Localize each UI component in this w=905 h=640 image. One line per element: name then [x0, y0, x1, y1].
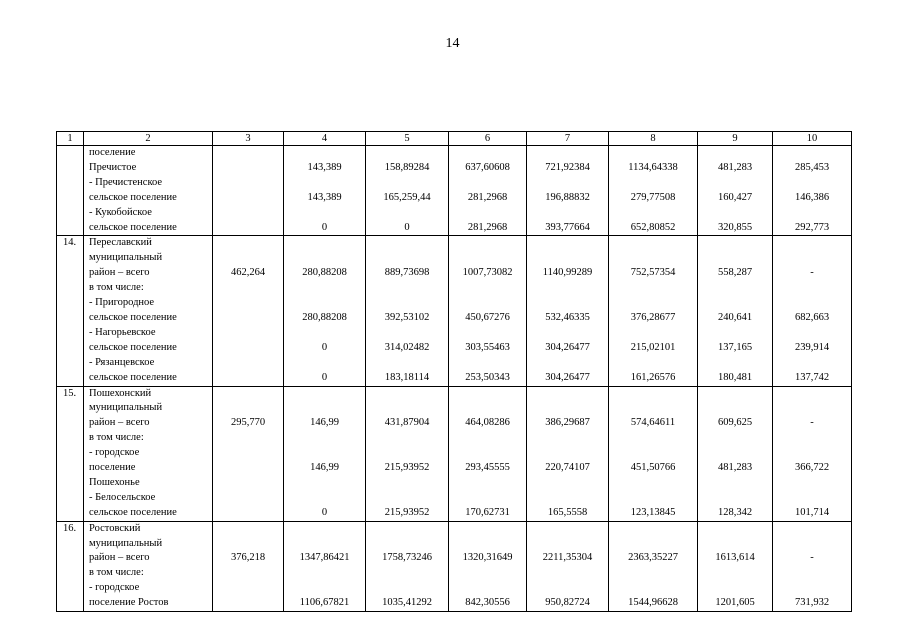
table-row: [57, 236, 852, 296]
value-cell-c3: [213, 326, 284, 356]
value-cell-c4: [284, 326, 366, 356]
value-cell-c7: [527, 146, 609, 176]
value-cell-c9: [698, 206, 773, 236]
value-text: 253,50343: [465, 371, 510, 383]
value-text: 170,62731: [465, 506, 510, 518]
value-cell-c6: [449, 146, 527, 176]
data-table: [56, 131, 852, 612]
value-text: 304,26477: [545, 341, 590, 353]
value-text: 392,53102: [384, 311, 430, 323]
value-cell-c10: [773, 446, 852, 491]
value-cell-c9: [698, 236, 773, 296]
column-header: 6: [449, 132, 527, 146]
value-text: 240,641: [717, 311, 753, 323]
value-cell-c10: [773, 296, 852, 326]
row-number: [57, 326, 84, 356]
value-cell-c4: [284, 521, 366, 581]
value-text: 481,283: [717, 161, 753, 173]
value-cell-c3: [213, 146, 284, 176]
value-cell-c8: [609, 521, 698, 581]
value-text: 215,93952: [384, 506, 430, 518]
value-cell-c6: [449, 521, 527, 581]
value-cell-c6: [449, 176, 527, 206]
territory-name: поселение Пречистое: [84, 146, 213, 176]
value-cell-c4: [284, 146, 366, 176]
value-cell-c3: [213, 446, 284, 491]
value-text: 558,287: [717, 267, 753, 279]
value-cell-c4: [284, 581, 366, 611]
value-cell-c3: [213, 176, 284, 206]
value-cell-c9: [698, 581, 773, 611]
value-cell-c3: [213, 581, 284, 611]
value-text: 1201,605: [715, 597, 755, 609]
value-text: 293,45555: [465, 462, 510, 474]
value-text: 721,92384: [545, 161, 590, 173]
value-cell-c9: [698, 326, 773, 356]
table-row: [57, 146, 852, 176]
value-cell-c7: [527, 356, 609, 386]
value-text: -: [810, 552, 814, 564]
value-text: 637,60608: [465, 161, 510, 173]
row-number: [57, 491, 84, 521]
value-cell-c10: [773, 326, 852, 356]
value-text: 137,742: [794, 371, 830, 383]
value-text: 160,427: [717, 191, 753, 203]
territory-name: - городское поселение Ростов: [84, 581, 213, 611]
value-cell-c8: [609, 581, 698, 611]
value-text: 950,82724: [545, 597, 590, 609]
value-text: 386,29687: [545, 417, 590, 429]
value-cell-c9: [698, 176, 773, 206]
value-cell-c9: [698, 146, 773, 176]
value-text: 1320,31649: [462, 552, 513, 564]
page-number: 14: [445, 36, 460, 51]
row-number: [57, 581, 84, 611]
value-text: 215,93952: [384, 462, 430, 474]
value-text: 464,08286: [465, 417, 510, 429]
value-text: 376,28677: [630, 311, 676, 323]
row-number: [57, 356, 84, 386]
value-text: 279,77508: [630, 191, 676, 203]
value-cell-c6: [449, 491, 527, 521]
value-cell-c10: [773, 386, 852, 446]
value-cell-c5: [366, 446, 449, 491]
value-cell-c10: [773, 491, 852, 521]
territory-name: - Белосельское сельское поселение: [84, 491, 213, 521]
value-text: 450,67276: [465, 311, 510, 323]
value-text: 220,74107: [545, 462, 590, 474]
value-text: 146,386: [794, 191, 830, 203]
value-cell-c6: [449, 581, 527, 611]
value-cell-c5: [366, 356, 449, 386]
territory-name: - Пригородное сельское поселение: [84, 296, 213, 326]
value-text: 731,932: [794, 597, 830, 609]
value-cell-c5: [366, 326, 449, 356]
column-header: 4: [284, 132, 366, 146]
value-cell-c9: [698, 296, 773, 326]
value-text: 431,87904: [384, 417, 430, 429]
row-number: [57, 296, 84, 326]
value-cell-c7: [527, 236, 609, 296]
value-text: 239,914: [794, 341, 830, 353]
value-cell-c8: [609, 326, 698, 356]
territory-name: - Пречистенское сельское поселение: [84, 176, 213, 206]
value-cell-c4: [284, 236, 366, 296]
value-text: 574,64611: [630, 417, 676, 429]
value-cell-c3: [213, 386, 284, 446]
value-text: -: [810, 267, 814, 279]
value-text: 128,342: [717, 506, 753, 518]
value-cell-c7: [527, 491, 609, 521]
value-text: 180,481: [717, 371, 753, 383]
value-cell-c3: [213, 296, 284, 326]
territory-name: - Нагорьевское сельское поселение: [84, 326, 213, 356]
value-cell-c7: [527, 206, 609, 236]
value-text: 295,770: [230, 417, 266, 429]
value-text: 842,30556: [465, 597, 510, 609]
value-text: 285,453: [794, 161, 830, 173]
value-cell-c10: [773, 236, 852, 296]
value-text: 183,18114: [384, 371, 430, 383]
row-number: [57, 446, 84, 491]
row-number: 16.: [57, 521, 84, 581]
value-cell-c6: [449, 296, 527, 326]
value-cell-c8: [609, 356, 698, 386]
value-text: 303,55463: [465, 341, 510, 353]
column-header: 7: [527, 132, 609, 146]
value-cell-c3: [213, 236, 284, 296]
value-cell-c6: [449, 326, 527, 356]
value-cell-c3: [213, 356, 284, 386]
value-cell-c6: [449, 356, 527, 386]
column-header: 5: [366, 132, 449, 146]
value-cell-c5: [366, 176, 449, 206]
value-text: 196,88832: [545, 191, 590, 203]
value-text: 165,259,44: [383, 191, 431, 203]
value-text: 376,218: [230, 552, 266, 564]
column-header: 9: [698, 132, 773, 146]
value-cell-c3: [213, 206, 284, 236]
column-header: 2: [84, 132, 213, 146]
table-row: [57, 206, 852, 236]
value-cell-c3: [213, 521, 284, 581]
value-text: 314,02482: [384, 341, 430, 353]
value-cell-c5: [366, 206, 449, 236]
value-text: 281,2968: [467, 221, 508, 233]
value-cell-c10: [773, 206, 852, 236]
value-cell-c4: [284, 296, 366, 326]
column-header: 1: [57, 132, 84, 146]
territory-name: - Рязанцевское сельское поселение: [84, 356, 213, 386]
value-cell-c4: [284, 206, 366, 236]
value-cell-c8: [609, 491, 698, 521]
value-cell-c6: [449, 386, 527, 446]
value-text: 0: [321, 506, 328, 518]
value-text: 320,855: [717, 221, 753, 233]
value-text: 0: [404, 221, 410, 233]
value-text: 1613,614: [715, 552, 755, 564]
value-text: 366,722: [794, 462, 830, 474]
value-text: 1134,64338: [628, 161, 678, 173]
value-cell-c7: [527, 581, 609, 611]
value-cell-c4: [284, 446, 366, 491]
value-text: 143,389: [307, 161, 342, 173]
value-cell-c6: [449, 446, 527, 491]
value-cell-c4: [284, 176, 366, 206]
table-row: [57, 581, 852, 611]
value-text: 1007,73082: [462, 267, 513, 279]
territory-name: Ростовский муниципальный район – всего в том числе:: [84, 521, 213, 581]
value-text: 532,46335: [545, 311, 590, 323]
value-cell-c8: [609, 386, 698, 446]
territory-name: - Кукобойское сельское поселение: [84, 206, 213, 236]
value-text: 215,02101: [630, 341, 676, 353]
table-row: [57, 386, 852, 446]
value-text: 123,13845: [630, 506, 676, 518]
value-text: 1758,73246: [382, 552, 432, 564]
value-cell-c8: [609, 296, 698, 326]
value-cell-c7: [527, 176, 609, 206]
value-text: 0: [321, 341, 328, 353]
column-header: 3: [213, 132, 284, 146]
value-cell-c7: [527, 521, 609, 581]
value-cell-c10: [773, 521, 852, 581]
column-header: 10: [773, 132, 852, 146]
value-text: 2363,35227: [628, 552, 678, 564]
value-cell-c7: [527, 326, 609, 356]
value-text: 137,165: [717, 341, 753, 353]
value-text: 1544,96628: [628, 597, 678, 609]
value-cell-c8: [609, 146, 698, 176]
table-row: [57, 296, 852, 326]
value-text: 451,50766: [630, 462, 676, 474]
value-cell-c5: [366, 236, 449, 296]
value-text: 146,99: [310, 417, 339, 429]
value-cell-c4: [284, 491, 366, 521]
table-row: [57, 491, 852, 521]
row-number: [57, 146, 84, 176]
value-text: -: [810, 417, 814, 429]
table-row: [57, 176, 852, 206]
table-header-row: [57, 132, 852, 146]
value-text: 0: [321, 221, 328, 233]
value-text: 462,264: [230, 267, 266, 279]
value-text: 101,714: [794, 506, 830, 518]
value-text: 393,77664: [545, 221, 590, 233]
value-text: 752,57354: [630, 267, 676, 279]
value-cell-c8: [609, 236, 698, 296]
column-header: 8: [609, 132, 698, 146]
territory-name: Пошехонский муниципальный район – всего в том числе:: [84, 386, 213, 446]
value-text: 652,80852: [630, 221, 676, 233]
table-row: [57, 446, 852, 491]
value-text: 158,89284: [384, 161, 430, 173]
value-text: 682,663: [794, 311, 830, 323]
value-cell-c9: [698, 521, 773, 581]
value-cell-c10: [773, 356, 852, 386]
value-cell-c9: [698, 386, 773, 446]
value-cell-c8: [609, 206, 698, 236]
value-cell-c6: [449, 206, 527, 236]
value-text: 1035,41292: [382, 597, 432, 609]
value-cell-c7: [527, 446, 609, 491]
row-number: 15.: [57, 386, 84, 446]
value-cell-c7: [527, 296, 609, 326]
value-cell-c8: [609, 446, 698, 491]
value-cell-c5: [366, 386, 449, 446]
value-cell-c9: [698, 491, 773, 521]
value-text: 1140,99289: [542, 267, 593, 279]
value-text: 0: [321, 371, 328, 383]
value-text: 143,389: [307, 191, 342, 203]
value-cell-c5: [366, 521, 449, 581]
value-text: 1347,86421: [299, 552, 350, 564]
value-cell-c5: [366, 146, 449, 176]
value-cell-c10: [773, 176, 852, 206]
value-text: 280,88208: [302, 267, 347, 279]
value-cell-c9: [698, 446, 773, 491]
table-row: [57, 521, 852, 581]
value-cell-c5: [366, 296, 449, 326]
value-text: 481,283: [717, 462, 753, 474]
row-number: [57, 176, 84, 206]
value-text: 304,26477: [545, 371, 590, 383]
value-cell-c10: [773, 146, 852, 176]
value-text: 165,5558: [547, 506, 588, 518]
table-row: [57, 356, 852, 386]
value-text: 2211,35304: [542, 552, 593, 564]
value-text: 292,773: [794, 221, 830, 233]
territory-name: - городское поселение Пошехонье: [84, 446, 213, 491]
value-text: 889,73698: [384, 267, 430, 279]
value-cell-c10: [773, 581, 852, 611]
value-cell-c4: [284, 356, 366, 386]
value-cell-c5: [366, 581, 449, 611]
value-text: 281,2968: [467, 191, 508, 203]
value-text: 161,26576: [630, 371, 676, 383]
value-text: 146,99: [310, 462, 339, 474]
territory-name: Переславский муниципальный район – всего в том числе:: [84, 236, 213, 296]
value-text: 609,625: [717, 417, 753, 429]
value-cell-c5: [366, 491, 449, 521]
value-cell-c8: [609, 176, 698, 206]
value-text: 280,88208: [302, 311, 347, 323]
value-cell-c3: [213, 491, 284, 521]
row-number: [57, 206, 84, 236]
value-cell-c9: [698, 356, 773, 386]
value-cell-c6: [449, 236, 527, 296]
row-number: 14.: [57, 236, 84, 296]
value-cell-c7: [527, 386, 609, 446]
value-text: 1106,67821: [299, 597, 350, 609]
table-row: [57, 326, 852, 356]
value-cell-c4: [284, 386, 366, 446]
